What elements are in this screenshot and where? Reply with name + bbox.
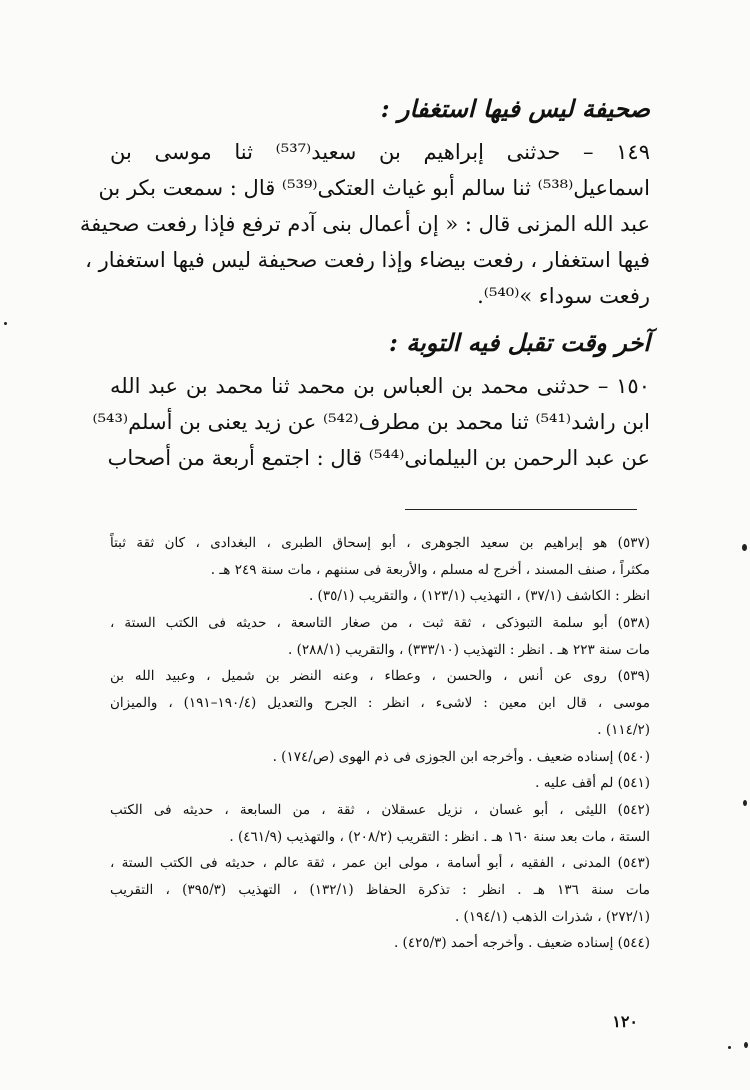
- section-heading-2: آخر وقت تقبل فيه التوبة :: [389, 328, 650, 357]
- footnote-line: الستة ، مات بعد سنة ١٦٠ هـ . انظر : التقريب (٢٠٨/٢) ، والتهذيب (٤٦١/٩) .: [229, 828, 650, 845]
- scan-speck: [744, 1042, 748, 1048]
- footnote-line: (٥٤١) لم أقف عليه .: [535, 775, 650, 792]
- scan-speck: [743, 800, 747, 806]
- footnote-line: (٥٤٤) إسناده ضعيف . وأخرجه أحمد (٤٢٥/٣) .: [393, 935, 650, 952]
- footnote-line: (٥٤٠) إسناده ضعيف . وأخرجه ابن الجوزى فى ذم الهوى (ص/١٧٤) .: [272, 748, 650, 765]
- footnote-line: (٥٣٨) أبو سلمة التبوذكى ، ثقة ثبت ، من صغار التاسعة ، حديثه فى الكتب الستة ،: [110, 615, 650, 632]
- footnote-line: مكثراً ، صنف المسند ، أخرج له مسلم ، والأربعة فى سننهم ، مات سنة ٢٤٩ هـ .: [210, 561, 650, 578]
- footnote-line: (٥٣٧) هو إبراهيم بن سعيد الجوهرى ، أبو إسحاق الطبرى ، البغدادى ، كان ثقة ثبتاً: [110, 535, 650, 551]
- hadith-150: [92, 368, 650, 476]
- footnote-line: (٥٣٩) روى عن أنس ، والحسن ، وعطاء ، وعنه النضر بن شميل ، وعبيد الله بن: [110, 668, 650, 685]
- footnote-line: (٢٧٢/١) ، شذرات الذهب (١٩٤/١) .: [454, 908, 650, 925]
- text-line: ١٥٠ – حدثنى محمد بن العباس بن محمد ثنا محمد بن عبد الله: [110, 374, 650, 398]
- footnotes: [110, 530, 650, 957]
- footnote-line: (٥٤٢) الليثى ، أبو غسان ، نزيل عسقلان ، ثقة ، من السابعة ، حديثه فى الكتب: [110, 801, 650, 818]
- main-text: [79, 84, 650, 476]
- text-line: اسماعيل⁽⁵³⁸⁾ ثنا سالم أبو غياث العتكى⁽⁵³⁹⁾ قال : سمعت بكر بن: [98, 176, 650, 200]
- footnote-line: مات سنة ١٣٦ هـ . انظر : تذكرة الحفاظ (١٣٢/١) ، التهذيب (٣٩٥/٣) ، التقريب: [110, 881, 651, 898]
- text-line: ١٤٩ – حدثنى إبراهيم بن سعيد⁽⁵³⁷⁾ ثنا موسى بن: [110, 140, 650, 164]
- section-heading-1: صحيفة ليس فيها استغفار :: [380, 94, 650, 123]
- text-line: ابن راشد⁽⁵⁴¹⁾ ثنا محمد بن مطرف⁽⁵⁴²⁾ عن زيد يعنى بن أسلم⁽⁵⁴³⁾: [92, 410, 650, 434]
- footnote-line: موسى ، قال ابن معين : لاشىء ، انظر : الجرح والتعديل (١٩٠/٤–١٩١) ، والميزان: [110, 695, 650, 712]
- hadith-149: [79, 134, 650, 314]
- scan-speck: [728, 1046, 731, 1049]
- scan-speck: [742, 544, 747, 551]
- text-line: رفعت سوداء »⁽⁵⁴⁰⁾.: [477, 284, 650, 308]
- footnote-line: (٥٤٣) المدنى ، الفقيه ، أبو أسامة ، مولى ابن عمر ، ثقة عالم ، حديثه فى الكتب الستة ،: [110, 855, 650, 872]
- footnote-line: انظر : الكاشف (٣٧/١) ، التهذيب (١٢٣/١) ، والتقريب (٣٥/١) .: [308, 588, 650, 605]
- scan-speck: [4, 322, 7, 325]
- text-line: عبد الله المزنى قال : « إن أعمال بنى آدم ترفع فإذا رفعت صحيفة: [79, 212, 650, 236]
- footnote-line: مات سنة ٢٢٣ هـ . انظر : التهذيب (٣٣٣/١٠) ، والتقريب (٢٨٨/١) .: [287, 641, 650, 658]
- footnote-separator: [405, 509, 637, 510]
- footnote-line: (١١٤/٢) .: [597, 721, 650, 738]
- text-line: عن عبد الرحمن بن البيلمانى⁽⁵⁴⁴⁾ قال : اجتمع أربعة من أصحاب: [107, 446, 650, 470]
- page-number: ١٢٠: [612, 1012, 638, 1031]
- text-line: فيها استغفار ، رفعت بيضاء وإذا رفعت صحيفة ليس فيها استغفار ،: [85, 248, 650, 272]
